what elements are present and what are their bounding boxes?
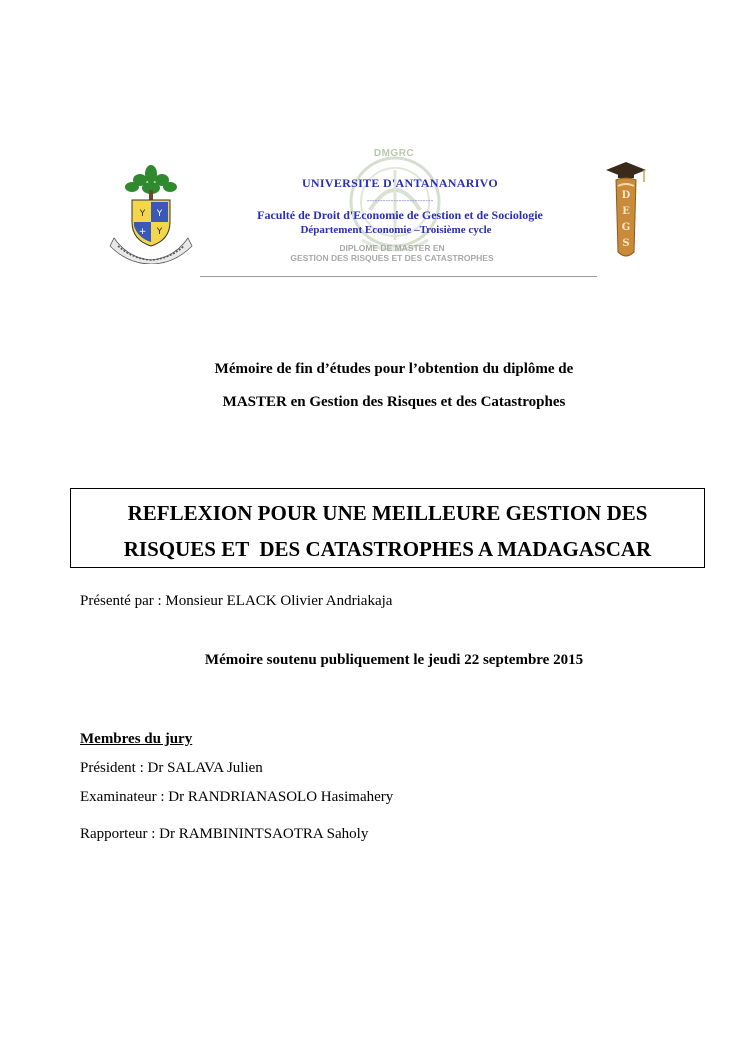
seal-label: DMGRC [373,148,415,159]
memoire-statement-line-2: MASTER en Gestion des Risques et des Catastrophes [222,394,566,410]
jury-member: Examinateur : Dr RANDRIANASOLO Hasimahery [80,789,394,805]
presented-by: Présenté par : Monsieur ELACK Olivier Andriakaja [80,593,393,609]
faculty-name: Faculté de Droit d'Economie de Gestion et de Sociologie [257,208,543,222]
degs-emblem-logo [604,160,648,262]
jury-member: Président : Dr SALAVA Julien [80,760,263,776]
header-divider [200,276,597,277]
svg-text:Y: Y [156,209,163,219]
svg-text:S: S [622,238,630,249]
diploma-line-1: DIPLOME DE MASTER EN [339,243,445,253]
jury-member: Rapporteur : Dr RAMBININTSAOTRA Saholy [80,826,369,842]
thesis-title-line-2: RISQUES ET DES CATASTROPHES A MADAGASCAR [123,537,652,561]
svg-text:Y: Y [156,227,163,237]
university-name: UNIVERSITE D'ANTANANARIVO [301,176,499,190]
svg-text:E: E [622,206,630,217]
memoire-statement-line-1: Mémoire de fin d’études pour l’obtention du diplôme de [214,361,574,377]
thesis-title-line-1: REFLEXION POUR UNE MEILLEURE GESTION DES [127,501,648,525]
svg-text:Y: Y [139,209,146,219]
diploma-line-2: GESTION DES RISQUES ET DES CATASTROPHES [290,253,494,263]
header-dash-line: ------------------------- [366,196,434,205]
jury-heading: Membres du jury [80,731,193,747]
svg-text:+: + [138,227,147,237]
department-name: Département Economie –Troisième cycle [300,224,492,236]
defense-statement: Mémoire soutenu publiquement le jeudi 22 septembre 2015 [204,652,584,668]
svg-text:G: G [621,222,631,233]
svg-text:D: D [621,190,631,201]
thesis-title-box [70,488,705,568]
